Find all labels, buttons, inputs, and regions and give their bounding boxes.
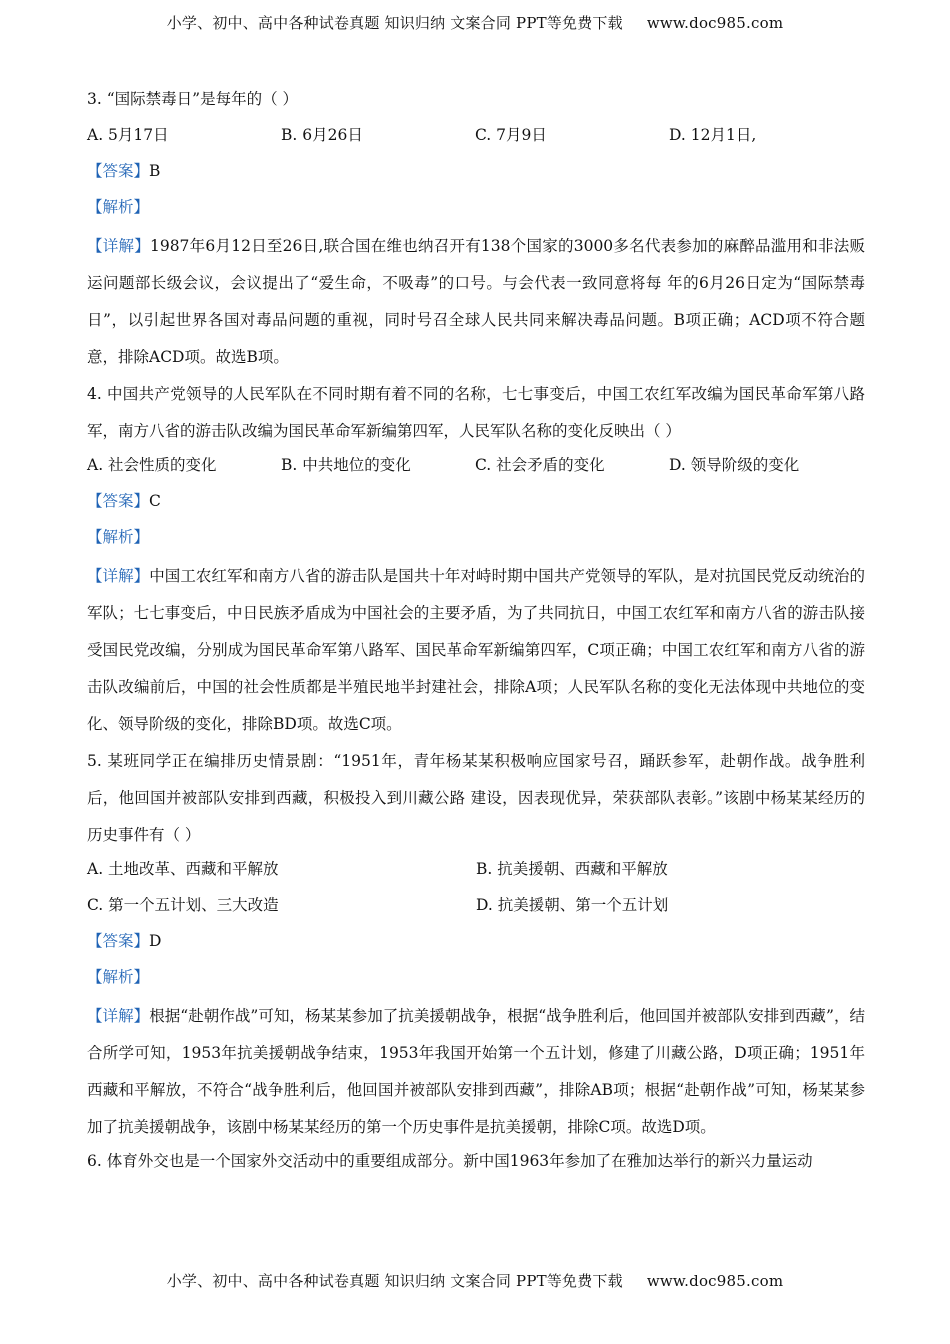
footer-url[interactable]: www.doc985.com	[646, 1272, 784, 1290]
question-3-stem: 3. “国际禁毒日”是每年的（ ）	[87, 90, 298, 108]
footer-text: 小学、初中、高中各种试卷真题 知识归纳 文案合同 PPT等免费下载	[166, 1272, 623, 1290]
q4-option-b: B. 中共地位的变化	[281, 456, 411, 474]
question-5-options-row1	[87, 854, 865, 890]
q3-detail	[87, 228, 865, 376]
q3-answer-line	[87, 156, 865, 192]
q5-option-a: A. 土地改革、西藏和平解放	[87, 860, 279, 878]
q3-option-d: D. 12月1日,	[669, 126, 757, 144]
q3-detail-text: 1987年6月12日至26日,联合国在维也纳召开有138个国家的3000多名代表参加的麻醉品滥用和非法贩运问题部长级会议，会议提出了“爱生命，不吸毒”的口号。与会代表一致同意将每 年的6月26日定为“国际禁毒日”，以引起世界各国对毒品问题的重视，同时号召全球人民共同来解决毒品问题。B项正确；ACD项不符合题意，排除ACD项。故选B项。	[87, 237, 865, 366]
header-url[interactable]: www.doc985.com	[646, 14, 784, 32]
q5-analysis-line	[87, 962, 865, 998]
q4-detail	[87, 558, 865, 743]
analysis-label: 【解析】	[87, 968, 150, 986]
page-footer	[0, 1270, 950, 1291]
question-4-options	[87, 450, 865, 486]
q3-answer: B	[149, 162, 161, 180]
question-3-options	[87, 120, 865, 156]
answer-label: 【答案】	[87, 492, 150, 510]
q5-answer: D	[149, 932, 162, 950]
q4-detail-text: 中国工农红军和南方八省的游击队是国共十年对峙时期中国共产党领导的军队，是对抗国民党反动统治的军队；七七事变后，中日民族矛盾成为中国社会的主要矛盾，为了共同抗日，中国工农红军和南方八省的游击队接受国民党改编，分别成为国民革命军第八路军、国民革命军新编第四军，C项正确；中国工农红军和南方八省的游击队改编前后，中国的社会性质都是半殖民地半封建社会，排除A项；人民军队名称的变化无法体现中共地位的变化、领导阶级的变化，排除BD项。故选C项。	[87, 567, 865, 733]
q5-option-d: D. 抗美援朝、第一个五计划	[476, 896, 669, 914]
answer-label: 【答案】	[87, 162, 150, 180]
q3-option-c: C. 7月9日	[475, 126, 547, 144]
q4-option-d: D. 领导阶级的变化	[669, 456, 800, 474]
q3-analysis-line	[87, 192, 865, 228]
q5-option-b: B. 抗美援朝、西藏和平解放	[476, 860, 668, 878]
q4-option-c: C. 社会矛盾的变化	[475, 456, 605, 474]
q3-option-b: B. 6月26日	[281, 126, 363, 144]
question-5-stem: 5. 某班同学正在编排历史情景剧：“1951年，青年杨某某积极响应国家号召，踊跃参军，赴朝作战。战争胜利后，他回国并被部队安排到西藏，积极投入到川藏公路 建设，因表现优异，荣获部队表彰。”该剧中杨某某经历的历史事件有（ ）	[87, 752, 865, 844]
q3-option-a: A. 5月17日	[87, 126, 169, 144]
q5-detail	[87, 998, 865, 1146]
detail-label: 【详解】	[87, 237, 150, 255]
q5-answer-line	[87, 926, 865, 962]
document-body	[87, 84, 865, 1182]
analysis-label: 【解析】	[87, 198, 150, 216]
header-text: 小学、初中、高中各种试卷真题 知识归纳 文案合同 PPT等免费下载	[166, 14, 623, 32]
question-6-stem: 6. 体育外交也是一个国家外交活动中的重要组成部分。新中国1963年参加了在雅加达举行的新兴力量运动	[87, 1152, 813, 1170]
analysis-label: 【解析】	[87, 528, 150, 546]
detail-label: 【详解】	[87, 567, 150, 585]
q4-analysis-line	[87, 522, 865, 558]
q4-answer: C	[149, 492, 161, 510]
page-header	[0, 12, 950, 33]
q5-option-c: C. 第一个五计划、三大改造	[87, 896, 279, 914]
answer-label: 【答案】	[87, 932, 150, 950]
q5-detail-text: 根据“赴朝作战”可知，杨某某参加了抗美援朝战争，根据“战争胜利后，他回国并被部队安排到西藏”，结合所学可知，1953年抗美援朝战争结束，1953年我国开始第一个五计划，修建了川藏公路，D项正确；1951年西藏和平解放，不符合“战争胜利后，他回国并被部队安排到西藏”，排除AB项；根据“赴朝作战”可知，杨某某参加了抗美援朝战争，该剧中杨某某经历的第一个历史事件是抗美援朝，排除C项。故选D项。	[87, 1007, 865, 1136]
question-4-stem: 4. 中国共产党领导的人民军队在不同时期有着不同的名称，七七事变后，中国工农红军改编为国民革命军第八路军，南方八省的游击队改编为国民革命军新编第四军，人民军队名称的变化反映出（ ）	[87, 385, 865, 440]
q4-answer-line	[87, 486, 865, 522]
q4-option-a: A. 社会性质的变化	[87, 456, 217, 474]
question-5-options-row2	[87, 890, 865, 926]
detail-label: 【详解】	[87, 1007, 150, 1025]
